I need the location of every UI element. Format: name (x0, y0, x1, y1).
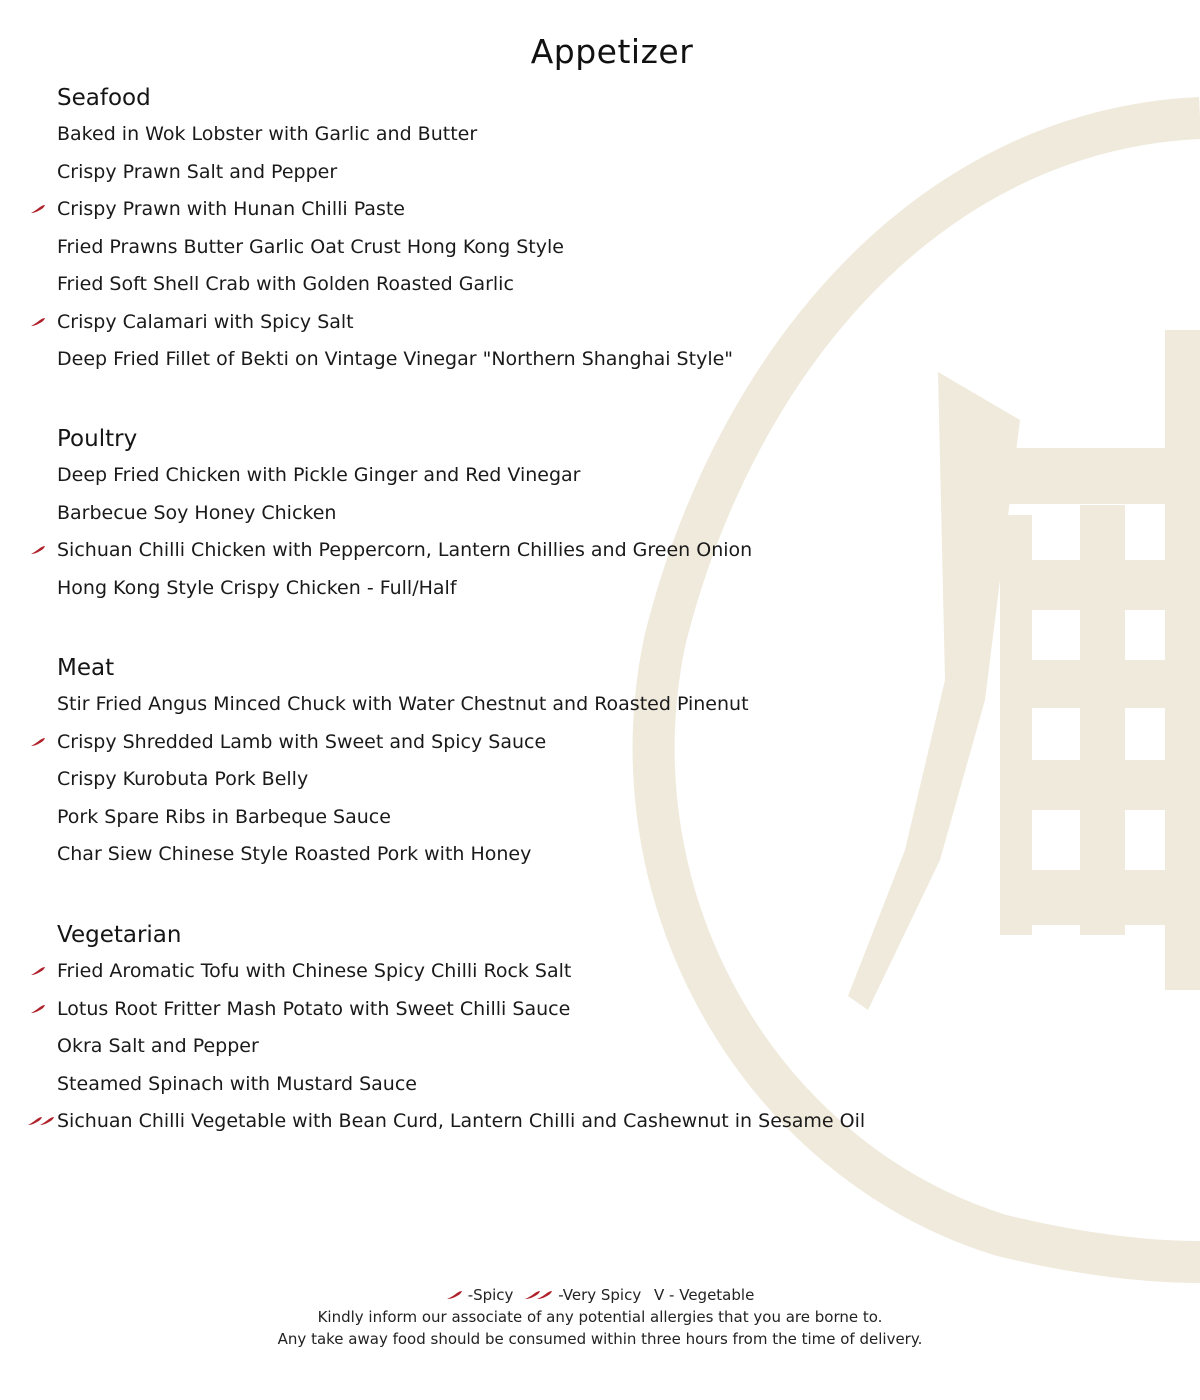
menu-item (0, 311, 900, 349)
spice-legend (0, 1284, 1200, 1306)
menu-item-name: Deep Fried Fillet of Bekti on Vintage Vinegar "Northern Shanghai Style" (57, 348, 734, 370)
menu-item-list (0, 464, 900, 614)
chilli-icon (30, 966, 46, 976)
chilli-icon (30, 1004, 46, 1014)
menu-item (0, 1035, 900, 1073)
section-heading: Meat (57, 655, 115, 681)
footer-notes (0, 1284, 1200, 1350)
menu-item (0, 960, 900, 998)
menu-item-name: Sichuan Chilli Chicken with Peppercorn, Lantern Chillies and Green Onion (57, 539, 753, 561)
allergy-note: Kindly inform our associate of any potential allergies that you are borne to. (317, 1308, 883, 1326)
chilli-icon (30, 737, 46, 747)
menu-item-list (0, 960, 900, 1148)
menu-item (0, 123, 900, 161)
menu-item (0, 1110, 900, 1148)
section-heading: Seafood (57, 85, 151, 111)
menu-item (0, 539, 900, 577)
menu-item-name: Fried Aromatic Tofu with Chinese Spicy Chilli Rock Salt (57, 960, 572, 982)
menu-item-name: Crispy Prawn with Hunan Chilli Paste (57, 198, 405, 220)
menu-item-name: Okra Salt and Pepper (57, 1035, 259, 1057)
menu-item-name: Baked in Wok Lobster with Garlic and Butter (57, 123, 478, 145)
menu-item (0, 731, 900, 769)
menu-item-name: Lotus Root Fritter Mash Potato with Sweet Chilli Sauce (57, 997, 571, 1020)
menu-item-name: Stir Fried Angus Minced Chuck with Water Chestnut and Roasted Pinenut (57, 693, 749, 715)
section-heading: Vegetarian (57, 922, 182, 948)
chilli-icon (30, 317, 46, 327)
menu-item-name: Crispy Prawn Salt and Pepper (57, 160, 338, 183)
menu-item-name: Crispy Calamari with Spicy Salt (57, 310, 354, 333)
legend-vegetable-label: V - Vegetable (654, 1286, 755, 1304)
menu-item (0, 1073, 900, 1111)
menu-item-name: Hong Kong Style Crispy Chicken - Full/Half (57, 576, 457, 599)
menu-item (0, 273, 900, 311)
menu-item-name: Fried Soft Shell Crab with Golden Roasted Garlic (57, 273, 514, 295)
chilli-icon (30, 545, 46, 555)
menu-item (0, 236, 900, 274)
menu-item-name: Pork Spare Ribs in Barbeque Sauce (57, 805, 391, 828)
menu-item-name: Barbecue Soy Honey Chicken (57, 501, 337, 524)
double-chilli-icon (27, 1116, 55, 1126)
legend-spicy-label: -Spicy (467, 1286, 514, 1304)
menu-item (0, 348, 900, 386)
chilli-icon (30, 204, 46, 214)
legend-very-spicy-label: -Very Spicy (558, 1286, 642, 1304)
menu-item-name: Char Siew Chinese Style Roasted Pork with Honey (57, 843, 532, 865)
section-heading: Poultry (57, 426, 138, 452)
menu-item-list (0, 123, 900, 386)
page-title: Appetizer (530, 32, 694, 71)
menu-item (0, 768, 900, 806)
double-chilli-icon (524, 1290, 554, 1300)
menu-item (0, 806, 900, 844)
menu-item (0, 198, 900, 236)
menu-item (0, 577, 900, 615)
takeaway-note: Any take away food should be consumed within three hours from the time of delivery. (277, 1330, 923, 1348)
menu-item-name: Crispy Shredded Lamb with Sweet and Spicy Sauce (57, 730, 547, 753)
menu-item (0, 464, 900, 502)
menu-item-name: Sichuan Chilli Vegetable with Bean Curd, Lantern Chilli and Cashewnut in Sesame Oil (57, 1110, 866, 1132)
chilli-icon (446, 1290, 464, 1300)
menu-item (0, 998, 900, 1036)
menu-item (0, 502, 900, 540)
menu-item (0, 843, 900, 881)
menu-item-list (0, 693, 900, 881)
menu-item-name: Fried Prawns Butter Garlic Oat Crust Hong Kong Style (57, 235, 564, 258)
menu-item-name: Steamed Spinach with Mustard Sauce (57, 1072, 417, 1095)
menu-item (0, 693, 900, 731)
menu-item-name: Crispy Kurobuta Pork Belly (57, 768, 309, 790)
menu-item (0, 161, 900, 199)
menu-item-name: Deep Fried Chicken with Pickle Ginger and Red Vinegar (57, 464, 581, 486)
